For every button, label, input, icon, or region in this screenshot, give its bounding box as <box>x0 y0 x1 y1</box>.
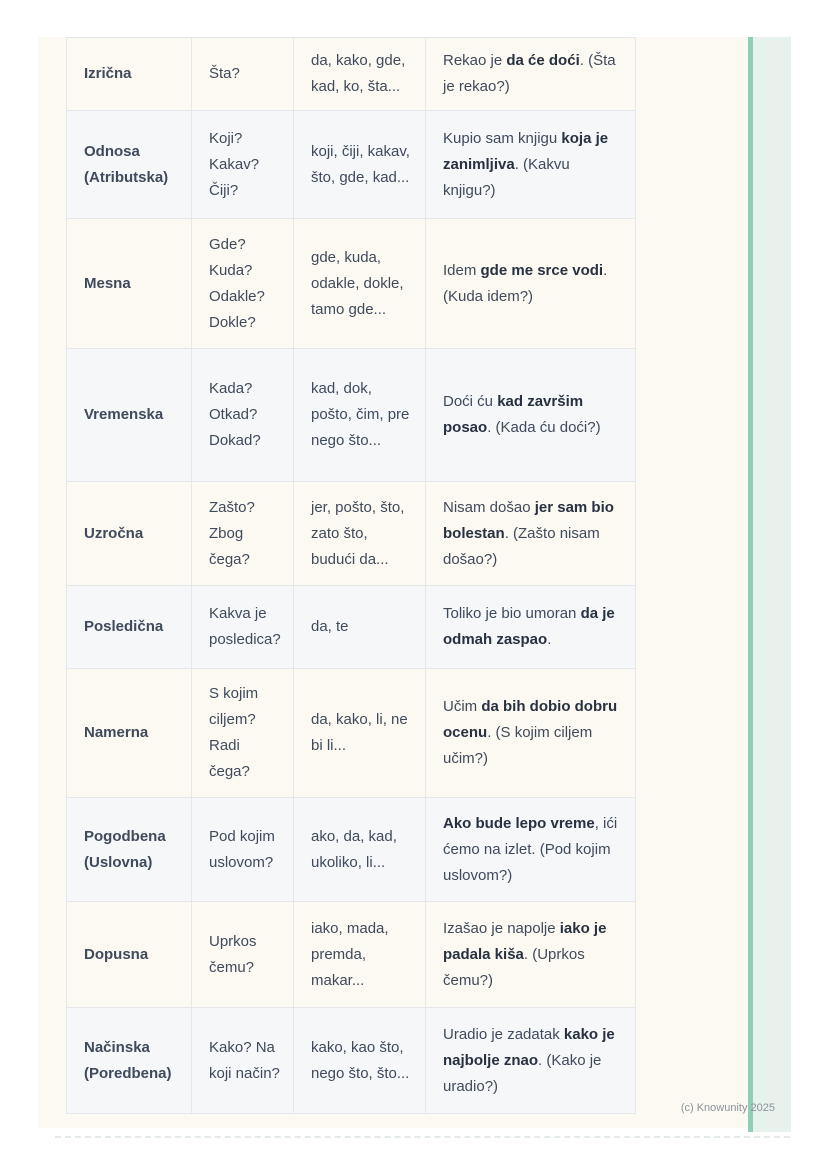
clause-type-cell: Pogodbena (Uslovna) <box>67 798 192 902</box>
example-highlight: da bih dobio dobru ocenu <box>443 698 618 741</box>
example-text: Izašao je napolje <box>443 919 560 937</box>
conjunctions-cell: gde, kuda, odakle, dokle, tamo gde... <box>294 219 426 349</box>
example-highlight: kako je najbolje znao <box>443 1025 615 1069</box>
example-highlight: koja je zanimljiva <box>443 129 609 173</box>
example-cell <box>426 586 636 669</box>
clause-type-cell: Odnosa (Atributska) <box>67 111 192 219</box>
question-cell: Šta? <box>192 38 294 111</box>
page-accent-stripe <box>748 37 791 1132</box>
example-text: Toliko je bio umoran <box>443 605 581 622</box>
conjunctions-cell: jer, pošto, što, zato što, budući da... <box>294 482 426 586</box>
clause-type-cell: Dopusna <box>67 902 192 1008</box>
conjunctions-cell: da, kako, gde, kad, ko, šta... <box>294 38 426 111</box>
question-cell: Kada? Otkad? Dokad? <box>192 349 294 482</box>
example-cell <box>426 482 636 586</box>
example-text: . (Zašto nisam došao?) <box>443 524 600 568</box>
table-row <box>67 349 636 482</box>
example-text: , ići ćemo na izlet. (Pod kojim uslovom?) <box>443 814 618 884</box>
question-cell: Kako? Na koji način? <box>192 1008 294 1114</box>
example-cell <box>426 111 636 219</box>
table-row <box>67 38 636 111</box>
example-highlight: jer sam bio bolestan <box>443 498 614 542</box>
conjunctions-cell: da, kako, li, ne bi li... <box>294 669 426 798</box>
clause-type-cell: Namerna <box>67 669 192 798</box>
table-row <box>67 798 636 902</box>
example-text: . (Šta je rekao?) <box>443 52 616 95</box>
example-text: . (Kakvu knjigu?) <box>443 155 570 199</box>
question-cell: Kakva je posledica? <box>192 586 294 669</box>
example-text: Kupio sam knjigu <box>443 129 562 147</box>
example-highlight: gde me srce vodi <box>480 261 604 279</box>
example-text: Nisam došao <box>443 498 535 516</box>
conjunctions-cell: ako, da, kad, ukoliko, li... <box>294 798 426 902</box>
conjunctions-cell: kad, dok, pošto, čim, pre nego što... <box>294 349 426 482</box>
example-text: . (Kako je uradio?) <box>443 1051 602 1095</box>
table-row <box>67 219 636 349</box>
copyright-watermark: (c) Knowunity 2025 <box>680 1102 775 1114</box>
question-cell: Pod kojim uslovom? <box>192 798 294 902</box>
example-text: . (S kojim ciljem učim?) <box>443 724 593 767</box>
clause-type-cell: Posledična <box>67 586 192 669</box>
table-row <box>67 111 636 219</box>
question-cell: Koji? Kakav? Čiji? <box>192 111 294 219</box>
conjunctions-cell: da, te <box>294 586 426 669</box>
example-cell <box>426 219 636 349</box>
example-text: Uradio je zadatak <box>443 1025 564 1043</box>
example-text: Rekao je <box>443 52 507 69</box>
question-cell: Zašto? Zbog čega? <box>192 482 294 586</box>
clause-types-table <box>66 37 636 1114</box>
clause-type-cell: Uzročna <box>67 482 192 586</box>
example-text: . (Kada ću doći?) <box>487 419 601 436</box>
example-cell <box>426 669 636 798</box>
question-cell: Uprkos čemu? <box>192 902 294 1008</box>
conjunctions-cell: iako, mada, premda, makar... <box>294 902 426 1008</box>
clause-type-cell: Vremenska <box>67 349 192 482</box>
example-cell <box>426 902 636 1008</box>
conjunctions-cell: koji, čiji, kakav, što, gde, kad... <box>294 111 426 219</box>
table-row <box>67 669 636 798</box>
clause-type-cell: Izrična <box>67 38 192 111</box>
table-row <box>67 586 636 669</box>
page-bottom-divider <box>55 1136 790 1138</box>
table-row <box>67 1008 636 1114</box>
table-row <box>67 482 636 586</box>
conjunctions-cell: kako, kao što, nego što, što... <box>294 1008 426 1114</box>
example-highlight: Ako bude lepo vreme <box>443 814 595 832</box>
example-highlight: da će doći <box>506 52 580 69</box>
question-cell: S kojim ciljem? Radi čega? <box>192 669 294 798</box>
example-cell <box>426 1008 636 1114</box>
example-text: Učim <box>443 698 482 715</box>
clause-type-cell: Načinska (Poredbena) <box>67 1008 192 1114</box>
question-cell: Gde? Kuda? Odakle? Dokle? <box>192 219 294 349</box>
example-cell <box>426 38 636 111</box>
example-text: Doći ću <box>443 393 498 410</box>
example-text: . (Kuda idem?) <box>443 261 608 305</box>
example-cell <box>426 349 636 482</box>
example-text: Idem <box>443 261 481 279</box>
example-highlight: da je odmah zaspao <box>443 605 615 648</box>
example-text: . <box>547 631 552 648</box>
table-row <box>67 902 636 1008</box>
clause-type-cell: Mesna <box>67 219 192 349</box>
example-cell <box>426 798 636 902</box>
example-highlight: iako je padala kiša <box>443 919 607 963</box>
example-text: . (Uprkos čemu?) <box>443 945 585 989</box>
example-highlight: kad završim posao <box>443 393 584 436</box>
clause-types-table-body <box>67 38 636 1114</box>
